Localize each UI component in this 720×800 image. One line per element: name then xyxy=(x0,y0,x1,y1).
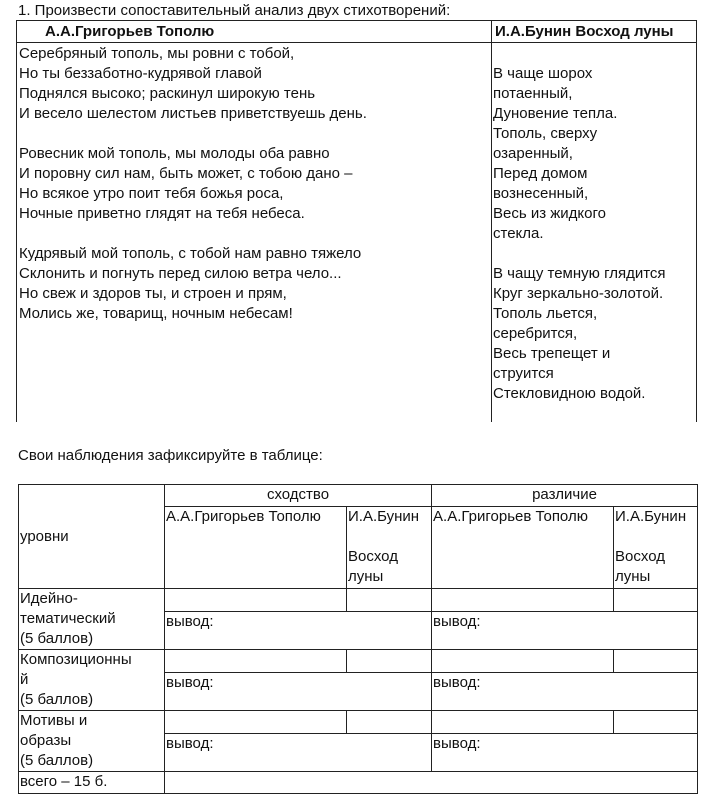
instruction-note: Свои наблюдения зафиксируйте в таблице: xyxy=(18,447,323,464)
observation-table xyxy=(18,484,698,794)
poem-line: Стекловидною водой. xyxy=(493,385,646,402)
poem-line: Круг зеркально-золотой. xyxy=(493,285,664,302)
level-line: Композиционны xyxy=(20,651,132,668)
level-label xyxy=(19,711,165,772)
poem-line: Но свеж и здоров ты, и строен и прям, xyxy=(19,285,287,302)
answer-cell[interactable] xyxy=(432,650,614,673)
similarity-conclusion[interactable]: вывод: xyxy=(165,734,432,772)
poem-line: стекла. xyxy=(493,225,544,242)
difference-conclusion[interactable]: вывод: xyxy=(432,734,698,772)
task-heading: 1. Произвести сопоставительный анализ двух стихотворений: xyxy=(18,2,451,19)
answer-cell[interactable] xyxy=(347,650,432,673)
poem-line: озаренный, xyxy=(493,145,573,162)
column-divider xyxy=(491,21,492,422)
difference-header: различие xyxy=(432,485,698,507)
poem-line: Поднялся высоко; раскинул широкую тень xyxy=(19,85,316,102)
similarity-conclusion[interactable]: вывод: xyxy=(165,612,432,650)
header-rule xyxy=(17,42,696,43)
poem-line: Перед домом xyxy=(493,165,588,182)
level-label xyxy=(19,589,165,650)
poem-line: Тополь, сверху xyxy=(493,125,598,142)
poem1-text xyxy=(19,44,367,324)
answer-cell[interactable] xyxy=(432,711,614,734)
total-label: всего – 15 б. xyxy=(19,772,165,794)
stanza-gap xyxy=(493,244,666,264)
level-line: Мотивы и xyxy=(20,712,88,729)
level-line: тематический xyxy=(20,610,116,627)
author2-name: И.А.Бунин xyxy=(348,508,420,525)
poem-line: Весь трепещет и xyxy=(493,345,611,362)
difference-conclusion[interactable]: вывод: xyxy=(432,612,698,650)
answer-cell[interactable] xyxy=(614,650,698,673)
level-line: образы xyxy=(20,732,72,749)
poem-line: вознесенный, xyxy=(493,185,589,202)
levels-header: уровни xyxy=(19,485,165,589)
similarity-conclusion[interactable]: вывод: xyxy=(165,673,432,711)
answer-cell[interactable] xyxy=(165,589,347,612)
author2-name: И.А.Бунин xyxy=(615,508,687,525)
answer-cell[interactable] xyxy=(165,650,347,673)
answer-cell[interactable] xyxy=(347,711,432,734)
author2-similarity xyxy=(347,507,432,589)
author1-difference: А.А.Григорьев Тополю xyxy=(432,507,614,589)
difference-conclusion[interactable]: вывод: xyxy=(432,673,698,711)
similarity-header: сходство xyxy=(165,485,432,507)
answer-cell[interactable] xyxy=(614,589,698,612)
poem-line: Склонить и погнуть перед силою ветра чело... xyxy=(19,265,342,282)
author2-difference xyxy=(614,507,698,589)
poem-line: В чащу темную глядится xyxy=(493,265,666,282)
poem-line: Тополь льется, xyxy=(493,305,598,322)
author1-similarity: А.А.Григорьев Тополю xyxy=(165,507,347,589)
total-answer[interactable] xyxy=(165,772,698,794)
level-points: (5 баллов) xyxy=(20,630,94,647)
poem2-text xyxy=(493,64,666,404)
answer-cell[interactable] xyxy=(347,589,432,612)
poem-line: серебрится, xyxy=(493,325,578,342)
author2-title: Восход луны xyxy=(615,548,665,585)
poem-line: Но ты беззаботно-кудрявой главой xyxy=(19,65,262,82)
level-points: (5 баллов) xyxy=(20,691,94,708)
author2-title: Восход луны xyxy=(348,548,398,585)
poem2-title: И.А.Бунин Восход луны xyxy=(495,23,674,40)
answer-cell[interactable] xyxy=(432,589,614,612)
poem-line: Но всякое утро поит тебя божья роса, xyxy=(19,185,284,202)
level-line: Идейно- xyxy=(20,590,78,607)
poem-line: И поровну сил нам, быть может, с тобою дано – xyxy=(19,165,353,182)
stanza-gap xyxy=(19,124,367,144)
answer-cell[interactable] xyxy=(614,711,698,734)
level-points: (5 баллов) xyxy=(20,752,94,769)
poem1-title: А.А.Григорьев Тополю xyxy=(45,23,215,40)
poem-line: Кудрявый мой тополь, с тобой нам равно тяжело xyxy=(19,245,362,262)
poem-line: И весело шелестом листьев приветствуешь день. xyxy=(19,105,367,122)
poem-line: Весь из жидкого xyxy=(493,205,606,222)
poem-line: струится xyxy=(493,365,554,382)
answer-cell[interactable] xyxy=(165,711,347,734)
poem-line: В чаще шорох xyxy=(493,65,593,82)
poems-frame xyxy=(16,20,697,422)
level-label xyxy=(19,650,165,711)
poem-line: Дуновение тепла. xyxy=(493,105,618,122)
poem-line: Ровесник мой тополь, мы молоды оба равно xyxy=(19,145,330,162)
poem-line: Ночные приветно глядят на тебя небеса. xyxy=(19,205,305,222)
poem-line: Молись же, товарищ, ночным небесам! xyxy=(19,305,293,322)
stanza-gap xyxy=(19,224,367,244)
poem-line: потаенный, xyxy=(493,85,573,102)
poem-line: Серебряный тополь, мы ровни с тобой, xyxy=(19,45,295,62)
level-line: й xyxy=(20,671,29,688)
